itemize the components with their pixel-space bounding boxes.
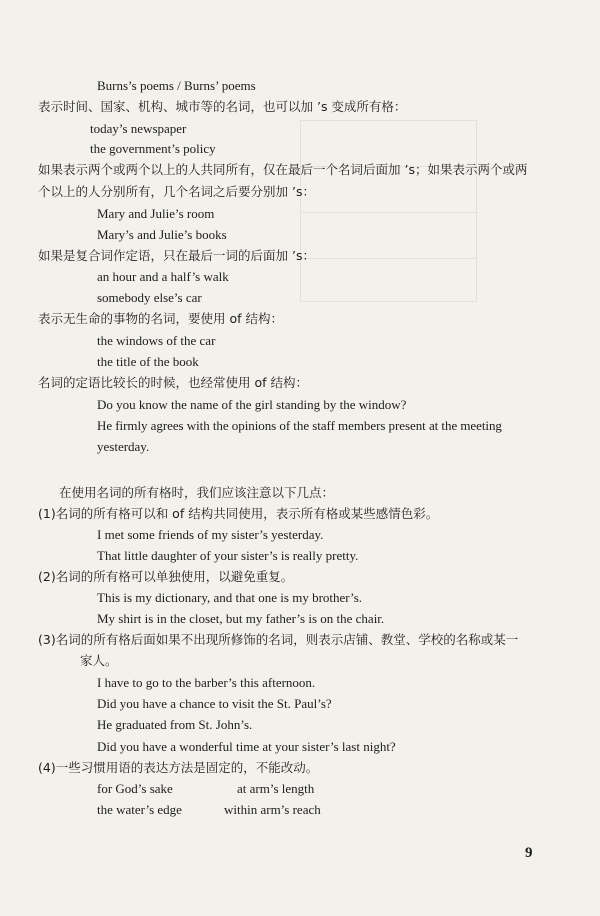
page-number: 9 [525,845,533,861]
example-marys-julies-books: Mary’s and Julie’s books [97,227,227,242]
example-friends-of-sisters: I met some friends of my sister’s yesterday. [97,527,324,542]
rule-joint-possession-1: 如果表示两个或两个以上的人共同所有，仅在最后一个名词后面加 ’s；如果表示两个或两 [38,162,528,177]
rule-compound-words: 如果是复合词作定语，只在最后一词的后面加 ’s： [38,248,315,263]
note-1: (1)名词的所有格可以和 of 结构共同使用，表示所有格或某些感情色彩。 [38,506,439,521]
idiom-arms-length: at arm’s length [237,781,315,796]
note-4: (4)一些习惯用语的表达方法是固定的，不能改动。 [38,760,319,775]
example-girl-by-window: Do you know the name of the girl standing by the window? [97,397,407,412]
example-burns-poems: Burns’s poems / Burns’ poems [97,78,256,93]
example-somebody-elses-car: somebody else’s car [97,290,202,305]
rule-inanimate-of: 表示无生命的事物的名词，要使用 of 结构： [38,311,283,326]
bleed-through-table [300,120,477,302]
idiom-gods-sake: for God’s sake [97,781,173,796]
example-staff-members: He firmly agrees with the opinions of the staff members present at the meeting [97,418,502,433]
rule-joint-possession-2: 个以上的人分别所有，几个名词之后要分别加 ’s： [38,184,315,199]
note-3-line-2: 家人。 [80,653,118,668]
example-yesterday: yesterday. [97,439,150,454]
example-sisters-last-night: Did you have a wonderful time at your sister’s last night? [97,739,396,754]
example-hour-half-walk: an hour and a half’s walk [97,269,229,284]
example-little-daughter: That little daughter of your sister’s is really pretty. [97,548,359,563]
example-my-dictionary: This is my dictionary, and that one is my brother’s. [97,590,363,605]
example-windows-of-car: the windows of the car [97,333,216,348]
example-mary-julies-room: Mary and Julie’s room [97,206,215,221]
example-my-shirt: My shirt is in the closet, but my father’s is on the chair. [97,611,385,626]
example-governments-policy: the government’s policy [90,141,216,156]
example-todays-newspaper: today’s newspaper [90,121,187,136]
note-3-line-1: (3)名词的所有格后面如果不出现所修饰的名词，则表示店铺、教堂、学校的名称或某一 [38,632,519,647]
idiom-waters-edge: the water’s edge [97,802,182,817]
notes-heading: 在使用名词的所有格时，我们应该注意以下几点： [59,485,335,500]
rule-time-country-names: 表示时间、国家、机构、城市等的名词，也可以加 ’s 变成所有格： [38,99,407,114]
example-st-pauls: Did you have a chance to visit the St. Paul’s? [97,696,332,711]
example-title-of-book: the title of the book [97,354,199,369]
example-barbers: I have to go to the barber’s this afternoon. [97,675,316,690]
idiom-arms-reach: within arm’s reach [224,802,321,817]
note-2: (2)名词的所有格可以单独使用，以避免重复。 [38,569,294,584]
rule-long-attribute-of: 名词的定语比较长的时候，也经常使用 of 结构： [38,375,308,390]
example-st-johns: He graduated from St. John’s. [97,717,253,732]
